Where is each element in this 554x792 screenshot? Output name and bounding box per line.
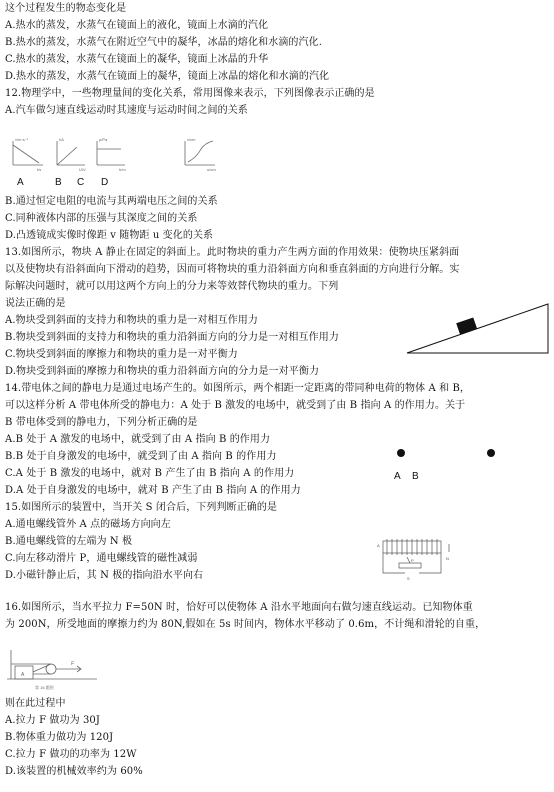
question-14-stem: B 带电体受到的静电力，下列分析正确的是 [5, 417, 198, 428]
graph-c-y-label: p/Pa [99, 137, 108, 142]
option-14-a: A.B 处于 A 激发的电场中，就受到了由 A 指向 B 的作用力 [5, 434, 271, 445]
graph-label-d: D [101, 177, 109, 188]
question-15-stem: 15.如图所示的装置中，当开关 S 闭合后，下列判断正确的是 [5, 502, 278, 513]
option-16-a: A.拉力 F 做功为 30J [5, 715, 101, 726]
option-14-c: C.A 处于 B 激发的电场中，就对 B 产生了由 B 指向 A 的作用力 [5, 468, 295, 479]
option-13-d: D.物块受到斜面的摩擦力和物块的重力沿斜面方向的分力是一对平衡力 [5, 366, 320, 377]
graph-label-c: C [77, 177, 85, 188]
figure-16-pulley [5, 645, 100, 693]
graph-d-x-label: u/cm [207, 167, 216, 172]
question-13-stem: 际解决问题时，就可以用这两个方向上的分力来等效替代物块的重力。下列 [5, 281, 339, 292]
option-16-b: B.物体重力做功为 120J [5, 732, 114, 743]
graph-label-a: A [17, 177, 24, 188]
option-14-d: D.A 处于自身激发的电场中，就对 B 产生了由 B 指向 A 的作用力 [5, 485, 301, 496]
option-15-b: B.通电螺线管的左端为 N 极 [5, 536, 133, 547]
option-16-c: C.拉力 F 做功的功率为 12W [5, 749, 137, 760]
switch-s-label: S [407, 576, 410, 581]
graph-a-y-label: v/m·s⁻¹ [15, 137, 29, 142]
text-line: C.热水的蒸发，水蒸气在镜面上的凝华，镜面上冰晶的升华 [5, 54, 269, 65]
charge-a [397, 449, 405, 457]
option-13-c: C.物块受到斜面的摩擦力和物块的重力是一对平衡力 [5, 349, 238, 360]
figure-13-incline [405, 300, 550, 355]
question-13-stem: 13.如图所示，物块 A 静止在固定的斜面上。此时物块的重力产生两方面的作用效果：使物块压紧斜面 [5, 247, 460, 258]
point-a-label: A [377, 543, 380, 548]
magnet-n-label: N [446, 556, 449, 561]
option-15-a: A.通电螺线管外 A 点的磁场方向向左 [5, 519, 171, 530]
option-16-d: D.该装置的机械效率约为 60% [5, 766, 143, 777]
graph-a-x-label: t/s [37, 167, 42, 172]
graph-b-y-label: I/A [59, 137, 64, 142]
option-15-c: C.向左移动滑片 P，通电螺线管的磁性减弱 [5, 553, 198, 564]
question-12-stem: 12.物理学中，一些物理量间的变化关系，常用图像来表示，下列图像表示正确的是 [5, 88, 375, 99]
question-16-stem: 16.如图所示，当水平拉力 F=50N 时，恰好可以使物体 A 沿水平地面向右做匀速直线运动。已知物体重 [5, 602, 473, 613]
block-a-label: A [21, 672, 25, 678]
option-12-b: B.通过恒定电阻的电流与其两端电压之间的关系 [5, 196, 218, 207]
slider-p-label: P [411, 558, 414, 563]
force-f-label: F [71, 661, 75, 667]
option-12-d: D.凸透镜成实像时像距 v 随物距 u 变化的关系 [5, 230, 214, 241]
option-12-c: C.同种液体内部的压强与其深度之间的关系 [5, 213, 198, 224]
charge-label-a: A [394, 471, 401, 482]
text-line: A.热水的蒸发，水蒸气在镜面上的液化，镜面上水滴的汽化 [5, 20, 269, 31]
charge-label-b: B [412, 471, 419, 482]
text-line: D.热水的蒸发，水蒸气在镜面上的凝华，镜面上冰晶的熔化和水滴的汽化 [5, 71, 330, 82]
graph-d-y-label: v/cm [187, 137, 196, 142]
text-line: B.热水的蒸发，水蒸气在附近空气中的凝华，冰晶的熔化和水滴的汽化. [5, 37, 323, 48]
figure-12-graphs [5, 135, 255, 190]
question-14-stem: 可以这样分析 A 带电体所受的静电力：A 处于 B 激发的电场中，就受到了由 B 指向 A 的作用力。关于 [5, 400, 466, 411]
figure-caption: 第 16 题图 [35, 685, 54, 690]
question-16-stem: 则在此过程中 [5, 698, 66, 709]
question-14-stem: 14.带电体之间的静电力是通过电场产生的。如图所示，两个相距一定距离的带同种电荷的物体 A 和 B， [5, 383, 471, 394]
graph-label-b: B [55, 177, 62, 188]
question-16-stem: 为 200N，所受地面的摩擦力约为 80N,假如在 5s 时间内，物体水平移动了 0.6m，不计绳和滑轮的自重， [5, 619, 486, 630]
text-line: 这个过程发生的物态变化是 [5, 3, 127, 14]
figure-15-solenoid [375, 535, 460, 583]
option-13-b: B.物块受到斜面的支持力和物块的重力沿斜面方向的分力是一对相互作用力 [5, 332, 339, 343]
option-14-b: B.B 处于自身激发的电场中，就受到了由 A 指向 B 的作用力 [5, 451, 277, 462]
question-13-stem: 以及使物块有沿斜面向下滑动的趋势，因而可将物块的重力沿斜面方向和垂直斜面的方向进行分解。实 [5, 264, 460, 275]
graph-c-x-label: h/m [119, 167, 126, 172]
option-12-a: A.汽车做匀速直线运动时其速度与运动时间之间的关系 [5, 105, 248, 116]
block-a [456, 317, 477, 334]
graph-b-x-label: U/V [79, 167, 86, 172]
option-13-a: A.物块受到斜面的支持力和物块的重力是一对相互作用力 [5, 315, 258, 326]
charge-b [487, 449, 495, 457]
option-15-d: D.小磁针静止后，其 N 极的指向沿水平向右 [5, 570, 204, 581]
figure-14-charges [390, 445, 500, 485]
question-13-stem: 说法正确的是 [5, 298, 66, 309]
